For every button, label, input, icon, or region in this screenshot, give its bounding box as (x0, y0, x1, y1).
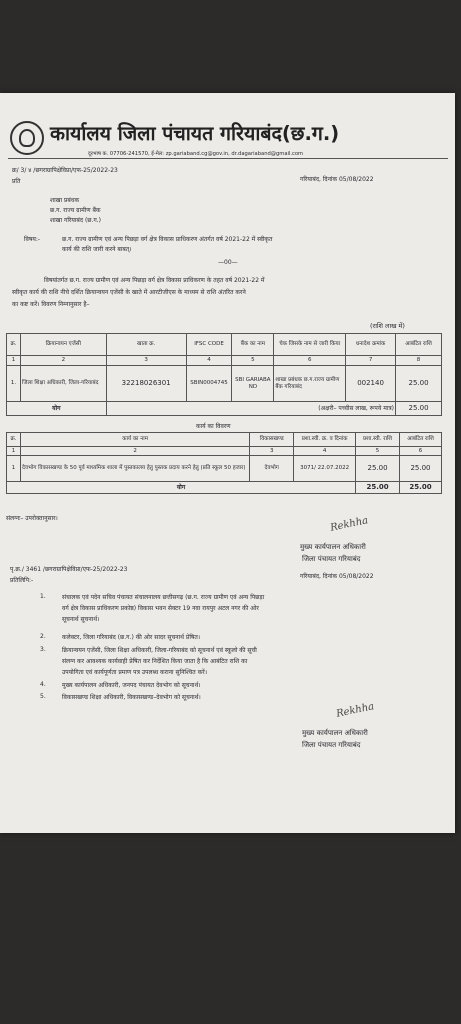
ifsc-cell: SBIN0004745 (186, 366, 232, 402)
unit-note: (राशि लाख में) (370, 322, 405, 330)
column-number-row (7, 447, 442, 456)
column-number: 3 (250, 447, 294, 456)
copy-item-number: 3. (40, 646, 46, 653)
divider-mark: —00— (218, 259, 238, 266)
header-cell: आबंटित राशि (400, 433, 442, 447)
body-line-1: विषयांतर्गत छ.ग. राज्य ग्रामीण एवं अन्य पिछड़ा वर्ग क्षेत्र विकास प्राधिकरण के तहत वर्ष 2021-22 में (44, 277, 265, 284)
signatory-office-2: जिला पंचायत गरियाबंद (302, 741, 361, 749)
work-details-caption: कार्य का विवरण (196, 423, 231, 430)
prati-label: प्रति (12, 178, 21, 185)
column-number: 3 (106, 356, 186, 366)
total-row (7, 402, 442, 416)
payee-cell: शाखा प्रबंधक छ.ग.राज्य ग्रामीण बैंक गरियाबंद (274, 366, 346, 402)
table-row (7, 366, 442, 402)
header-cell: चेक जिसके नाम से जारी किया (274, 334, 346, 356)
amount-cell: 25.00 (396, 366, 442, 402)
header-cell: IFSC CODE (186, 334, 232, 356)
column-number: 2 (20, 447, 249, 456)
header-cell: कार्य का नाम (20, 433, 249, 447)
copy-item-line: उपयोगिता एवं कार्यपूर्णता प्रमाण पत्र उपलब्ध कराना सुनिश्चित करें। (62, 669, 207, 676)
sanction-cell: 3071/ 22.07.2022 (294, 456, 356, 482)
column-number-row (7, 356, 442, 366)
copy-item-line: क्रियान्वयन एजेंसी, जिला शिक्षा अधिकारी, जिला-गरियाबंद को सूचनार्थ एवं स्कूलो की सूची (62, 647, 257, 654)
copy-item-number: 2. (40, 633, 46, 640)
addressee-line-2: छ.ग. राज्य ग्रामीण बैंक (50, 207, 101, 214)
signatory-office-1: जिला पंचायत गरियाबंद (302, 555, 361, 563)
header-cell: प्रशा.स्वी. क्र. व दिनांक (294, 433, 356, 447)
column-number: 6 (274, 356, 346, 366)
addressee-line-3: शाखा गरियाबंद (छ.ग.) (50, 217, 102, 224)
column-number: 1 (7, 447, 21, 456)
subject-line-2: कार्य की राशि जारी करने बाबत्। (62, 246, 132, 253)
header-cell: क्र. (7, 334, 21, 356)
copy-item-number: 1. (40, 593, 46, 600)
subject-label: विषय:- (24, 236, 41, 243)
column-number: 1 (7, 356, 21, 366)
office-title: कार्यालय जिला पंचायत गरियाबंद(छ.ग.) (50, 122, 340, 145)
total-label: योग (7, 402, 107, 416)
row-serial: 1. (7, 366, 21, 402)
total-allotted: 25.00 (400, 482, 442, 494)
signature-2: Rekhha (335, 701, 376, 720)
work-details-table (6, 432, 442, 494)
column-number: 4 (294, 447, 356, 456)
copy-date: गरियाबंद, दिनांक 05/08/2022 (300, 573, 374, 580)
block-cell: देवभोग (250, 456, 294, 482)
document-page (0, 93, 455, 833)
cheque-cell: 002140 (346, 366, 396, 402)
work-name-cell: देवभोग विकासखण्ड के 50 पूर्व माध्यमिक शाला में पुस्तकालय हेतु पुस्तक प्रदाय करने हेतु (प्रति स्कूल 50 हजार) (20, 456, 249, 482)
enclosure-note: संलग्नः– उपरोक्तानुसार। (6, 515, 58, 522)
column-number: 7 (346, 356, 396, 366)
sanction-amount-cell: 25.00 (356, 456, 400, 482)
table-header-row (7, 334, 442, 356)
copy-item-line: सूचनार्थ सूचनार्थ। (62, 616, 100, 623)
agency-cell: जिला शिक्षा अधिकारी, जिला-गरियाबंद (20, 366, 106, 402)
copy-item-line: वर्ग क्षेत्र विकास प्राधिकरण प्रकोष्ठ) विकास भवन सेक्टर 19 नवा रायपुर अटल नगर की ओर (62, 605, 259, 612)
header-cell: धनादेश क्रमांक (346, 334, 396, 356)
allotment-table (6, 333, 442, 416)
body-line-2: स्वीकृत कार्य की राशि नीचे दर्शित क्रियान्वयन एजेंसी के खाते में आरटीजीएस के माध्यम से राशि अंतरित करने (12, 289, 246, 296)
header-cell: खाता क्र. (106, 334, 186, 356)
allotted-amount-cell: 25.00 (400, 456, 442, 482)
total-sanction: 25.00 (356, 482, 400, 494)
column-number: 8 (396, 356, 442, 366)
copy-reference-number: पृ.क्र./ 3461 /छगराग्रापिक्षेविप्रा/एफ-25/2022-23 (10, 566, 128, 573)
total-row (7, 482, 442, 494)
copy-item-line: कलेक्टर, जिला गरियाबंद (छ.ग.) की ओर सादर सूचनार्थ प्रेषित। (62, 634, 201, 641)
signature-1: Rekhha (329, 515, 370, 534)
header-cell: बैंक का नाम (232, 334, 274, 356)
contact-line: दूरभाष क. 07706-241570, ई-मेल: zp.gariaband.cg@gov.in, dr.dagariaband@gmail.com (88, 151, 304, 157)
subject-line-1: छ.ग. राज्य ग्रामीण एवं अन्य पिछड़ा वर्ग क्षेत्र विकास प्राधिकरण अंतर्गत वर्ष 2021-22 में स्वीकृत (62, 236, 273, 243)
addressee-line-1: शाखा प्रबंधक (50, 197, 80, 204)
row-serial: 1 (7, 456, 21, 482)
copy-item-number: 5. (40, 693, 46, 700)
signatory-title-2: मुख्य कार्यपालन अधिकारी (302, 729, 368, 737)
bank-cell: SBI GARIABAND (232, 366, 274, 402)
total-label: योग (7, 482, 356, 494)
column-number: 6 (400, 447, 442, 456)
header-cell: विकासखण्ड (250, 433, 294, 447)
header-cell: प्रशा.स्वी. राशि (356, 433, 400, 447)
office-emblem-icon (10, 121, 44, 155)
total-in-words: (अक्षरी– पच्चीस लाख, रूपये मात्र) (106, 402, 395, 416)
column-number: 4 (186, 356, 232, 366)
reference-number: क्र/ 3/ ४ /छगराग्रापिक्षेविप्रा/एफ-25/2022-23 (12, 167, 118, 174)
copy-item-line: मुख्य कार्यपालन अधिकारी, जनपद पंचायत देवभोग को सूचनार्थ। (62, 682, 201, 689)
header-cell: क्र. (7, 433, 21, 447)
signatory-title-1: मुख्य कार्यपालन अधिकारी (300, 543, 366, 551)
table-row (7, 456, 442, 482)
copy-item-line: संलग्न कर आवश्यक कार्यवाही प्रेषित कर निर्देशित किया जाता है कि आबंटित राशि का (62, 658, 248, 665)
column-number: 5 (232, 356, 274, 366)
account-cell: 32218026301 (106, 366, 186, 402)
header-rule (8, 158, 448, 159)
copy-to-label: प्रतिलिपि:- (10, 577, 34, 584)
table-header-row (7, 433, 442, 447)
copy-item-line: विकासखण्ड शिक्षा अधिकारी, विकासखण्ड–देवभोग को सूचनार्थ। (62, 694, 201, 701)
header-cell: क्रियान्वयन एजेंसी (20, 334, 106, 356)
column-number: 5 (356, 447, 400, 456)
letter-date: गरियाबंद, दिनांक 05/08/2022 (300, 176, 374, 183)
column-number: 2 (20, 356, 106, 366)
total-amount: 25.00 (396, 402, 442, 416)
copy-item-number: 4. (40, 681, 46, 688)
header-cell: आबंटित राशि (396, 334, 442, 356)
copy-item-line: संचालक एवं पदेन सचिव पंचायत संचालनालय छत्तीसगढ़ (छ.ग. राज्य ग्रामीण एवं अन्य पिछड़ा (62, 594, 265, 601)
body-line-3: का कष्ट करें। विवरण निम्नानुसार है– (12, 301, 90, 308)
